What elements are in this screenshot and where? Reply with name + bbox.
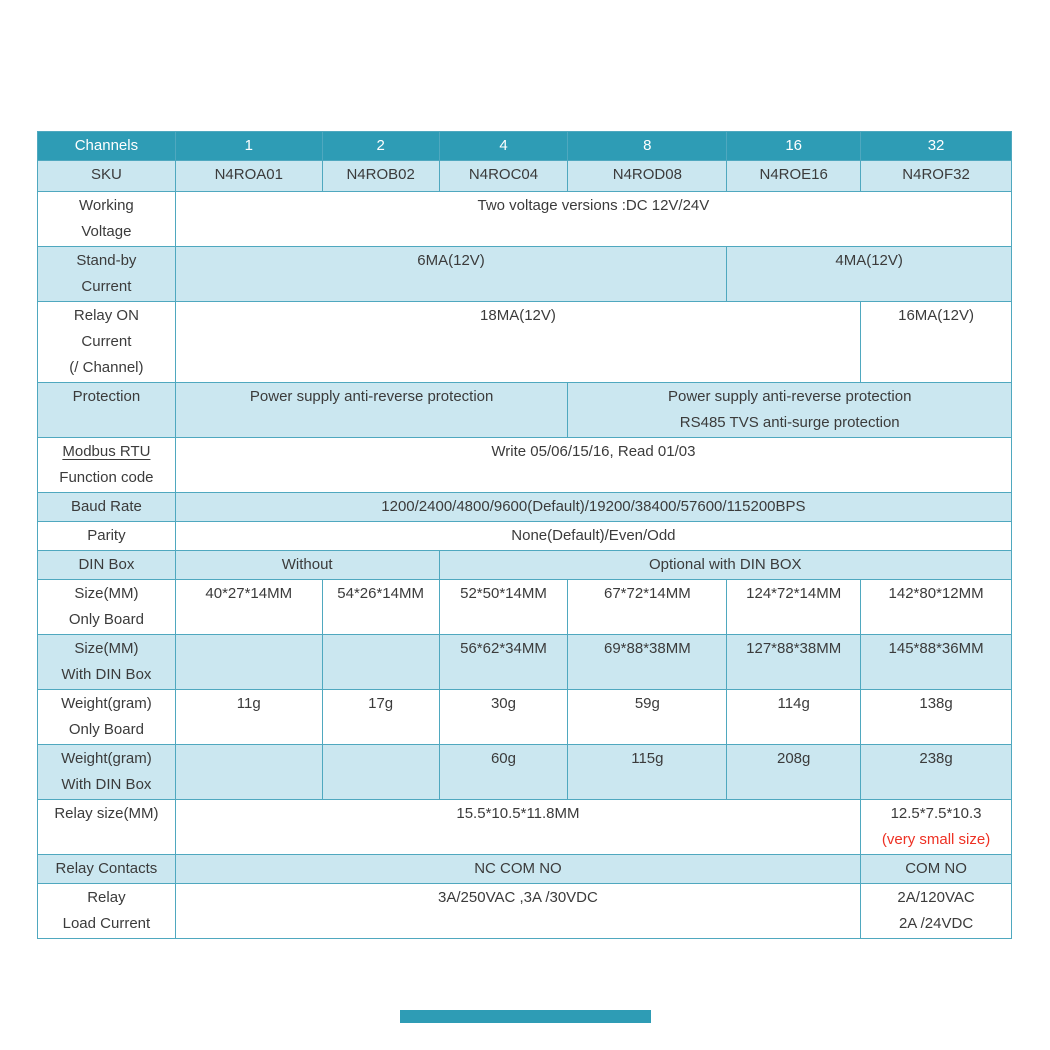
row-channels — [38, 132, 1012, 161]
relay-size-label — [38, 800, 176, 855]
weight-only-board-cell-1 — [175, 690, 322, 745]
sku-cell-3 — [439, 161, 568, 192]
cell-text: 30g — [490, 695, 516, 712]
cell-text: 59g — [634, 695, 660, 712]
weight-with-din-box-label — [38, 745, 176, 800]
cell-text: 16 — [785, 137, 803, 154]
cell-text: 17g — [368, 695, 394, 712]
cell-text: COM NO — [905, 860, 967, 877]
cell-text: Modbus RTU — [62, 443, 151, 460]
relay-contacts-cell-1 — [175, 855, 860, 884]
cell-text: Relay size(MM) — [54, 805, 159, 822]
cell-text: Current — [81, 278, 132, 295]
weight-only-board-label — [38, 690, 176, 745]
cell-text: Protection — [72, 388, 141, 405]
cell-text: Only Board — [68, 611, 144, 628]
sku-cell-5 — [727, 161, 861, 192]
channels-cell-5 — [727, 132, 861, 161]
spec-table-body — [38, 132, 1012, 939]
size-with-din-box-cell-3 — [439, 635, 568, 690]
weight-with-din-box-cell-3 — [439, 745, 568, 800]
cell-text: N4ROF32 — [902, 166, 970, 183]
relay-on-current-cell-2 — [861, 302, 1012, 383]
footer-bar — [400, 1010, 651, 1023]
size-only-board-cell-4 — [568, 580, 727, 635]
weight-only-board-cell-6 — [861, 690, 1012, 745]
cell-text: (very small size) — [881, 831, 991, 848]
cell-text: 127*88*38MM — [746, 640, 842, 657]
cell-text: 4 — [499, 137, 508, 154]
cell-text: 56*62*34MM — [460, 640, 547, 657]
parity-cell-1 — [175, 522, 1011, 551]
cell-text: 40*27*14MM — [205, 585, 293, 602]
cell-text: 54*26*14MM — [337, 585, 424, 602]
din-box-cell-2 — [439, 551, 1011, 580]
weight-with-din-box-cell-2 — [322, 745, 439, 800]
size-only-board-cell-2 — [322, 580, 439, 635]
working-voltage-label — [38, 192, 176, 247]
cell-text: 60g — [490, 750, 516, 767]
cell-text: 208g — [777, 750, 811, 767]
row-din-box — [38, 551, 1012, 580]
cell-text: 16MA(12V) — [898, 307, 974, 324]
size-only-board-cell-6 — [861, 580, 1012, 635]
channels-cell-1 — [175, 132, 322, 161]
baud-rate-label — [38, 493, 176, 522]
cell-text: Working — [79, 197, 134, 214]
standby-current-label — [38, 247, 176, 302]
channels-cell-3 — [439, 132, 568, 161]
row-protection — [38, 383, 1012, 438]
relay-load-current-cell-1 — [175, 884, 860, 939]
cell-text: Channels — [74, 137, 139, 154]
row-relay-size — [38, 800, 1012, 855]
cell-text: NC COM NO — [474, 860, 562, 877]
weight-only-board-cell-3 — [439, 690, 568, 745]
row-sku — [38, 161, 1012, 192]
cell-text: 115g — [631, 750, 664, 767]
cell-text: (/ Channel) — [69, 359, 144, 376]
cell-text: 6MA(12V) — [417, 252, 485, 269]
cell-text: 124*72*14MM — [746, 585, 842, 602]
size-only-board-label — [38, 580, 176, 635]
relay-contacts-label — [38, 855, 176, 884]
cell-text — [179, 746, 319, 772]
cell-text: Weight(gram) — [61, 695, 152, 712]
working-voltage-cell-1 — [175, 192, 1011, 247]
cell-text: With DIN Box — [61, 666, 152, 683]
weight-only-board-cell-5 — [727, 690, 861, 745]
cell-text: Voltage — [81, 223, 132, 240]
row-standby-current — [38, 247, 1012, 302]
modbus-function-code-label — [38, 438, 176, 493]
row-modbus-function-code — [38, 438, 1012, 493]
cell-text: With DIN Box — [61, 776, 152, 793]
size-with-din-box-cell-6 — [861, 635, 1012, 690]
relay-on-current-cell-1 — [175, 302, 860, 383]
size-with-din-box-cell-2 — [322, 635, 439, 690]
relay-size-cell-2 — [861, 800, 1012, 855]
cell-text: Relay ON — [73, 307, 139, 324]
row-weight-only-board — [38, 690, 1012, 745]
cell-text: Power supply anti-reverse protection — [249, 388, 494, 405]
protection-cell-1 — [175, 383, 568, 438]
cell-text: 2A /24VDC — [898, 915, 974, 932]
cell-text: SKU — [90, 166, 122, 183]
weight-with-din-box-cell-4 — [568, 745, 727, 800]
cell-text: Two voltage versions :DC 12V/24V — [477, 197, 710, 214]
cell-text: 142*80*12MM — [888, 585, 984, 602]
cell-text: Load Current — [62, 915, 151, 932]
weight-with-din-box-cell-1 — [175, 745, 322, 800]
sku-cell-2 — [322, 161, 439, 192]
relay-on-current-label — [38, 302, 176, 383]
cell-text: 1 — [244, 137, 253, 154]
size-only-board-cell-1 — [175, 580, 322, 635]
row-working-voltage — [38, 192, 1012, 247]
size-with-din-box-cell-1 — [175, 635, 322, 690]
cell-text — [326, 636, 436, 662]
cell-text: Parity — [87, 527, 126, 544]
row-weight-with-din-box — [38, 745, 1012, 800]
cell-text: Optional with DIN BOX — [649, 556, 802, 573]
cell-text: Relay — [87, 889, 126, 906]
spec-table — [37, 131, 1012, 939]
cell-text: 2A/120VAC — [897, 889, 975, 906]
channels-cell-6 — [861, 132, 1012, 161]
cell-text: 15.5*10.5*11.8MM — [456, 805, 580, 822]
standby-current-cell-2 — [727, 247, 1012, 302]
protection-label — [38, 383, 176, 438]
relay-contacts-cell-2 — [861, 855, 1012, 884]
cell-text: N4ROC04 — [468, 166, 539, 183]
channels-cell-4 — [568, 132, 727, 161]
cell-text: 18MA(12V) — [480, 307, 556, 324]
cell-text: None(Default)/Even/Odd — [511, 527, 676, 544]
weight-only-board-cell-2 — [322, 690, 439, 745]
size-with-din-box-cell-4 — [568, 635, 727, 690]
size-only-board-cell-5 — [727, 580, 861, 635]
din-box-label — [38, 551, 176, 580]
row-size-with-din-box — [38, 635, 1012, 690]
row-relay-load-current — [38, 884, 1012, 939]
cell-text: N4ROB02 — [346, 166, 415, 183]
cell-text: RS485 TVS anti-surge protection — [679, 414, 900, 431]
sku-cell-1 — [175, 161, 322, 192]
row-parity — [38, 522, 1012, 551]
cell-text: 114g — [777, 695, 810, 712]
cell-text: N4ROE16 — [759, 166, 828, 183]
cell-text: 1200/2400/4800/9600(Default)/19200/38400/57600/115200BPS — [381, 498, 806, 515]
sku-label — [38, 161, 176, 192]
din-box-cell-1 — [175, 551, 439, 580]
weight-with-din-box-cell-5 — [727, 745, 861, 800]
cell-text: Stand-by — [76, 252, 137, 269]
cell-text: Write 05/06/15/16, Read 01/03 — [491, 443, 696, 460]
cell-text: 52*50*14MM — [460, 585, 547, 602]
row-baud-rate — [38, 493, 1012, 522]
cell-text: N4ROD08 — [612, 166, 682, 183]
cell-text: Only Board — [68, 721, 144, 738]
cell-text: 11g — [236, 695, 261, 712]
size-with-din-box-cell-5 — [727, 635, 861, 690]
protection-cell-2 — [568, 383, 1012, 438]
row-size-only-board — [38, 580, 1012, 635]
row-relay-contacts — [38, 855, 1012, 884]
baud-rate-cell-1 — [175, 493, 1011, 522]
relay-load-current-label — [38, 884, 176, 939]
modbus-function-code-cell-1 — [175, 438, 1011, 493]
size-only-board-cell-3 — [439, 580, 568, 635]
cell-text: Size(MM) — [74, 640, 139, 657]
cell-text: Power supply anti-reverse protection — [667, 388, 912, 405]
sku-cell-4 — [568, 161, 727, 192]
cell-text — [179, 636, 319, 662]
relay-load-current-cell-2 — [861, 884, 1012, 939]
parity-label — [38, 522, 176, 551]
cell-text: DIN Box — [78, 556, 135, 573]
cell-text: 69*88*38MM — [603, 640, 691, 657]
size-with-din-box-label — [38, 635, 176, 690]
cell-text: 3A/250VAC ,3A /30VDC — [438, 889, 598, 906]
cell-text — [326, 746, 436, 772]
cell-text: Function code — [59, 469, 154, 486]
cell-text: Relay Contacts — [55, 860, 158, 877]
relay-size-cell-1 — [175, 800, 860, 855]
sku-cell-6 — [861, 161, 1012, 192]
standby-current-cell-1 — [175, 247, 726, 302]
cell-text: Size(MM) — [74, 585, 139, 602]
cell-text: Current — [81, 333, 132, 350]
cell-text: Baud Rate — [70, 498, 142, 515]
cell-text: Without — [281, 556, 333, 573]
weight-with-din-box-cell-6 — [861, 745, 1012, 800]
cell-text: 12.5*7.5*10.3 — [890, 805, 982, 822]
row-relay-on-current — [38, 302, 1012, 383]
cell-text: 238g — [919, 750, 953, 767]
cell-text: Weight(gram) — [61, 750, 152, 767]
cell-text: N4ROA01 — [214, 166, 283, 183]
cell-text: 138g — [919, 695, 953, 712]
channels-cell-2 — [322, 132, 439, 161]
cell-text: 4MA(12V) — [835, 252, 903, 269]
cell-text: 67*72*14MM — [603, 585, 691, 602]
cell-text: 32 — [927, 137, 945, 154]
cell-text: 145*88*36MM — [888, 640, 984, 657]
weight-only-board-cell-4 — [568, 690, 727, 745]
channels-label — [38, 132, 176, 161]
cell-text: 8 — [643, 137, 652, 154]
cell-text: 2 — [376, 137, 385, 154]
